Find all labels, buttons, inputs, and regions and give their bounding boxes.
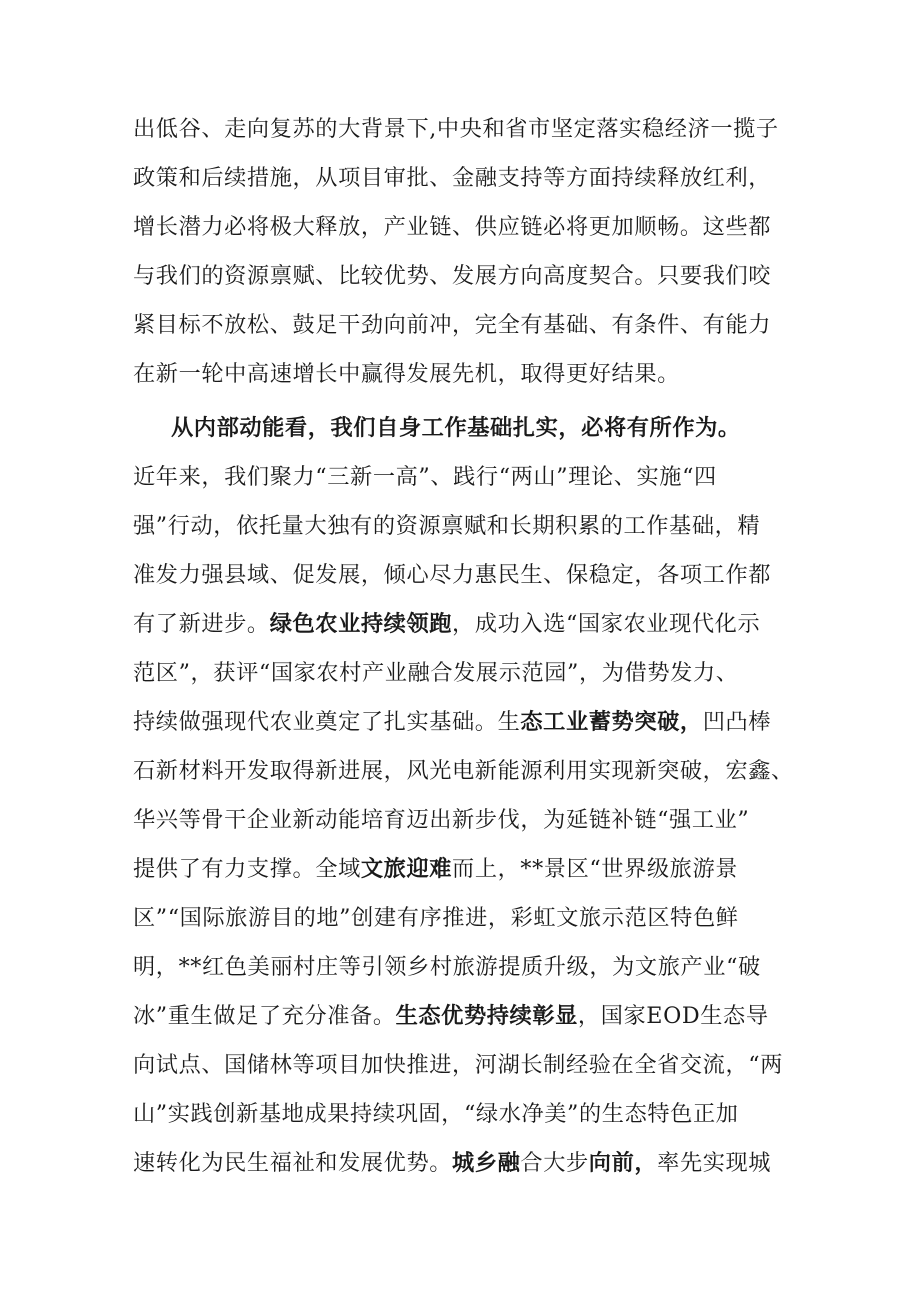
text-run: 区”“国际旅游目的地”创建有序推进，彩虹文旅示范区特色鲜 — [133, 905, 739, 931]
text-run: 合大步 — [520, 1150, 589, 1176]
bold-phrase: 态工业蓄势突破， — [520, 709, 703, 735]
text-run: 明，**红色美丽村庄等引领乡村旅游提质升级，为文旅产业“破 — [133, 954, 761, 980]
section-lead-sentence — [171, 406, 841, 450]
text-run: 强”行动，依托量大独有的资源禀赋和长期积累的工作基础，精 — [133, 513, 761, 539]
text-line — [133, 1092, 803, 1136]
bold-phrase: 城乡融 — [452, 1150, 521, 1176]
text-run: 凹凸棒 — [702, 709, 772, 735]
text-line — [133, 553, 803, 597]
text-line — [133, 749, 803, 793]
text-line — [133, 504, 803, 548]
text-run: 石新材料开发取得新进展，风光电新能源利用实现新突破，宏鑫、 — [133, 758, 794, 784]
text-run: 近年来，我们聚力“三新一高”、践行“两山”理论、实施“四 — [133, 464, 717, 490]
text-run: 政策和后续措施，从项目审批、金融支持等方面持续释放红利， — [133, 165, 772, 191]
text-line — [133, 156, 803, 200]
text-line — [133, 303, 803, 347]
text-run: 有了新进步。 — [133, 611, 270, 637]
text-line — [133, 107, 803, 151]
text-line — [133, 945, 803, 989]
text-line — [133, 896, 803, 940]
bold-phrase: 文旅迎难 — [360, 856, 453, 882]
text-run: 山”实践创新基地成果持续巩固，“绿水净美”的生态特色正加 — [133, 1101, 739, 1127]
text-run: 准发力强县域、促发展，倾心尽力惠民生、保稳定，各项工作都 — [133, 562, 772, 588]
text-line — [133, 205, 803, 249]
text-line — [133, 651, 803, 695]
text-run: 向试点、国储林等项目加快推进，河湖长制经验在全省交流，“两 — [133, 1052, 783, 1078]
text-run: ，成功入选“国家农业现代化示 — [452, 611, 761, 637]
bold-phrase: 生态优势持续彰显 — [395, 1003, 578, 1029]
text-run: 在新一轮中高速增长中赢得发展先机，取得更好结果。 — [133, 361, 680, 387]
text-line — [133, 700, 803, 744]
text-run: 提供了有力支撑。全域 — [133, 856, 361, 882]
text-run: 与我们的资源禀赋、比较优势、发展方向高度契合。只要我们咬 — [133, 263, 772, 289]
text-line — [133, 602, 803, 646]
text-run: 华兴等骨干企业新动能培育迈出新步伐，为延链补链“强工业” — [133, 807, 750, 833]
text-run: 冰”重生做足了充分准备。 — [133, 1003, 396, 1029]
text-line — [133, 1141, 803, 1185]
text-run: 持续做强现代农业奠定了扎实基础。生 — [133, 709, 521, 735]
text-line — [133, 1043, 803, 1087]
text-run: 速转化为民生福祉和发展优势。 — [133, 1150, 453, 1176]
text-run: 而上，**景区“世界级旅游景 — [452, 856, 739, 882]
bold-phrase: 向前， — [588, 1150, 658, 1176]
text-line — [133, 798, 803, 842]
text-line — [133, 847, 803, 891]
text-line — [133, 994, 803, 1038]
text-run: 增长潜力必将极大释放，产业链、供应链必将更加顺畅。这些都 — [133, 214, 772, 240]
text-line — [133, 455, 803, 499]
text-run: 范区”，获评“国家农村产业融合发展示范园”，为借势发力、 — [133, 660, 739, 686]
text-run: 出低谷、走向复苏的大背景下,中央和省市坚定落实稳经济一揽子 — [133, 116, 779, 142]
text-run: 紧目标不放松、鼓足干劲向前冲，完全有基础、有条件、有能力 — [133, 312, 772, 338]
bold-phrase: 绿色农业持续领跑 — [269, 611, 453, 637]
bold-phrase: 从内部动能看，我们自身工作基础扎实，必将有所作为。 — [171, 415, 741, 441]
text-line — [133, 254, 803, 298]
text-line — [133, 352, 803, 396]
text-run: 率先实现城 — [657, 1150, 772, 1176]
text-run: ，国家EOD生态导 — [577, 1003, 769, 1029]
